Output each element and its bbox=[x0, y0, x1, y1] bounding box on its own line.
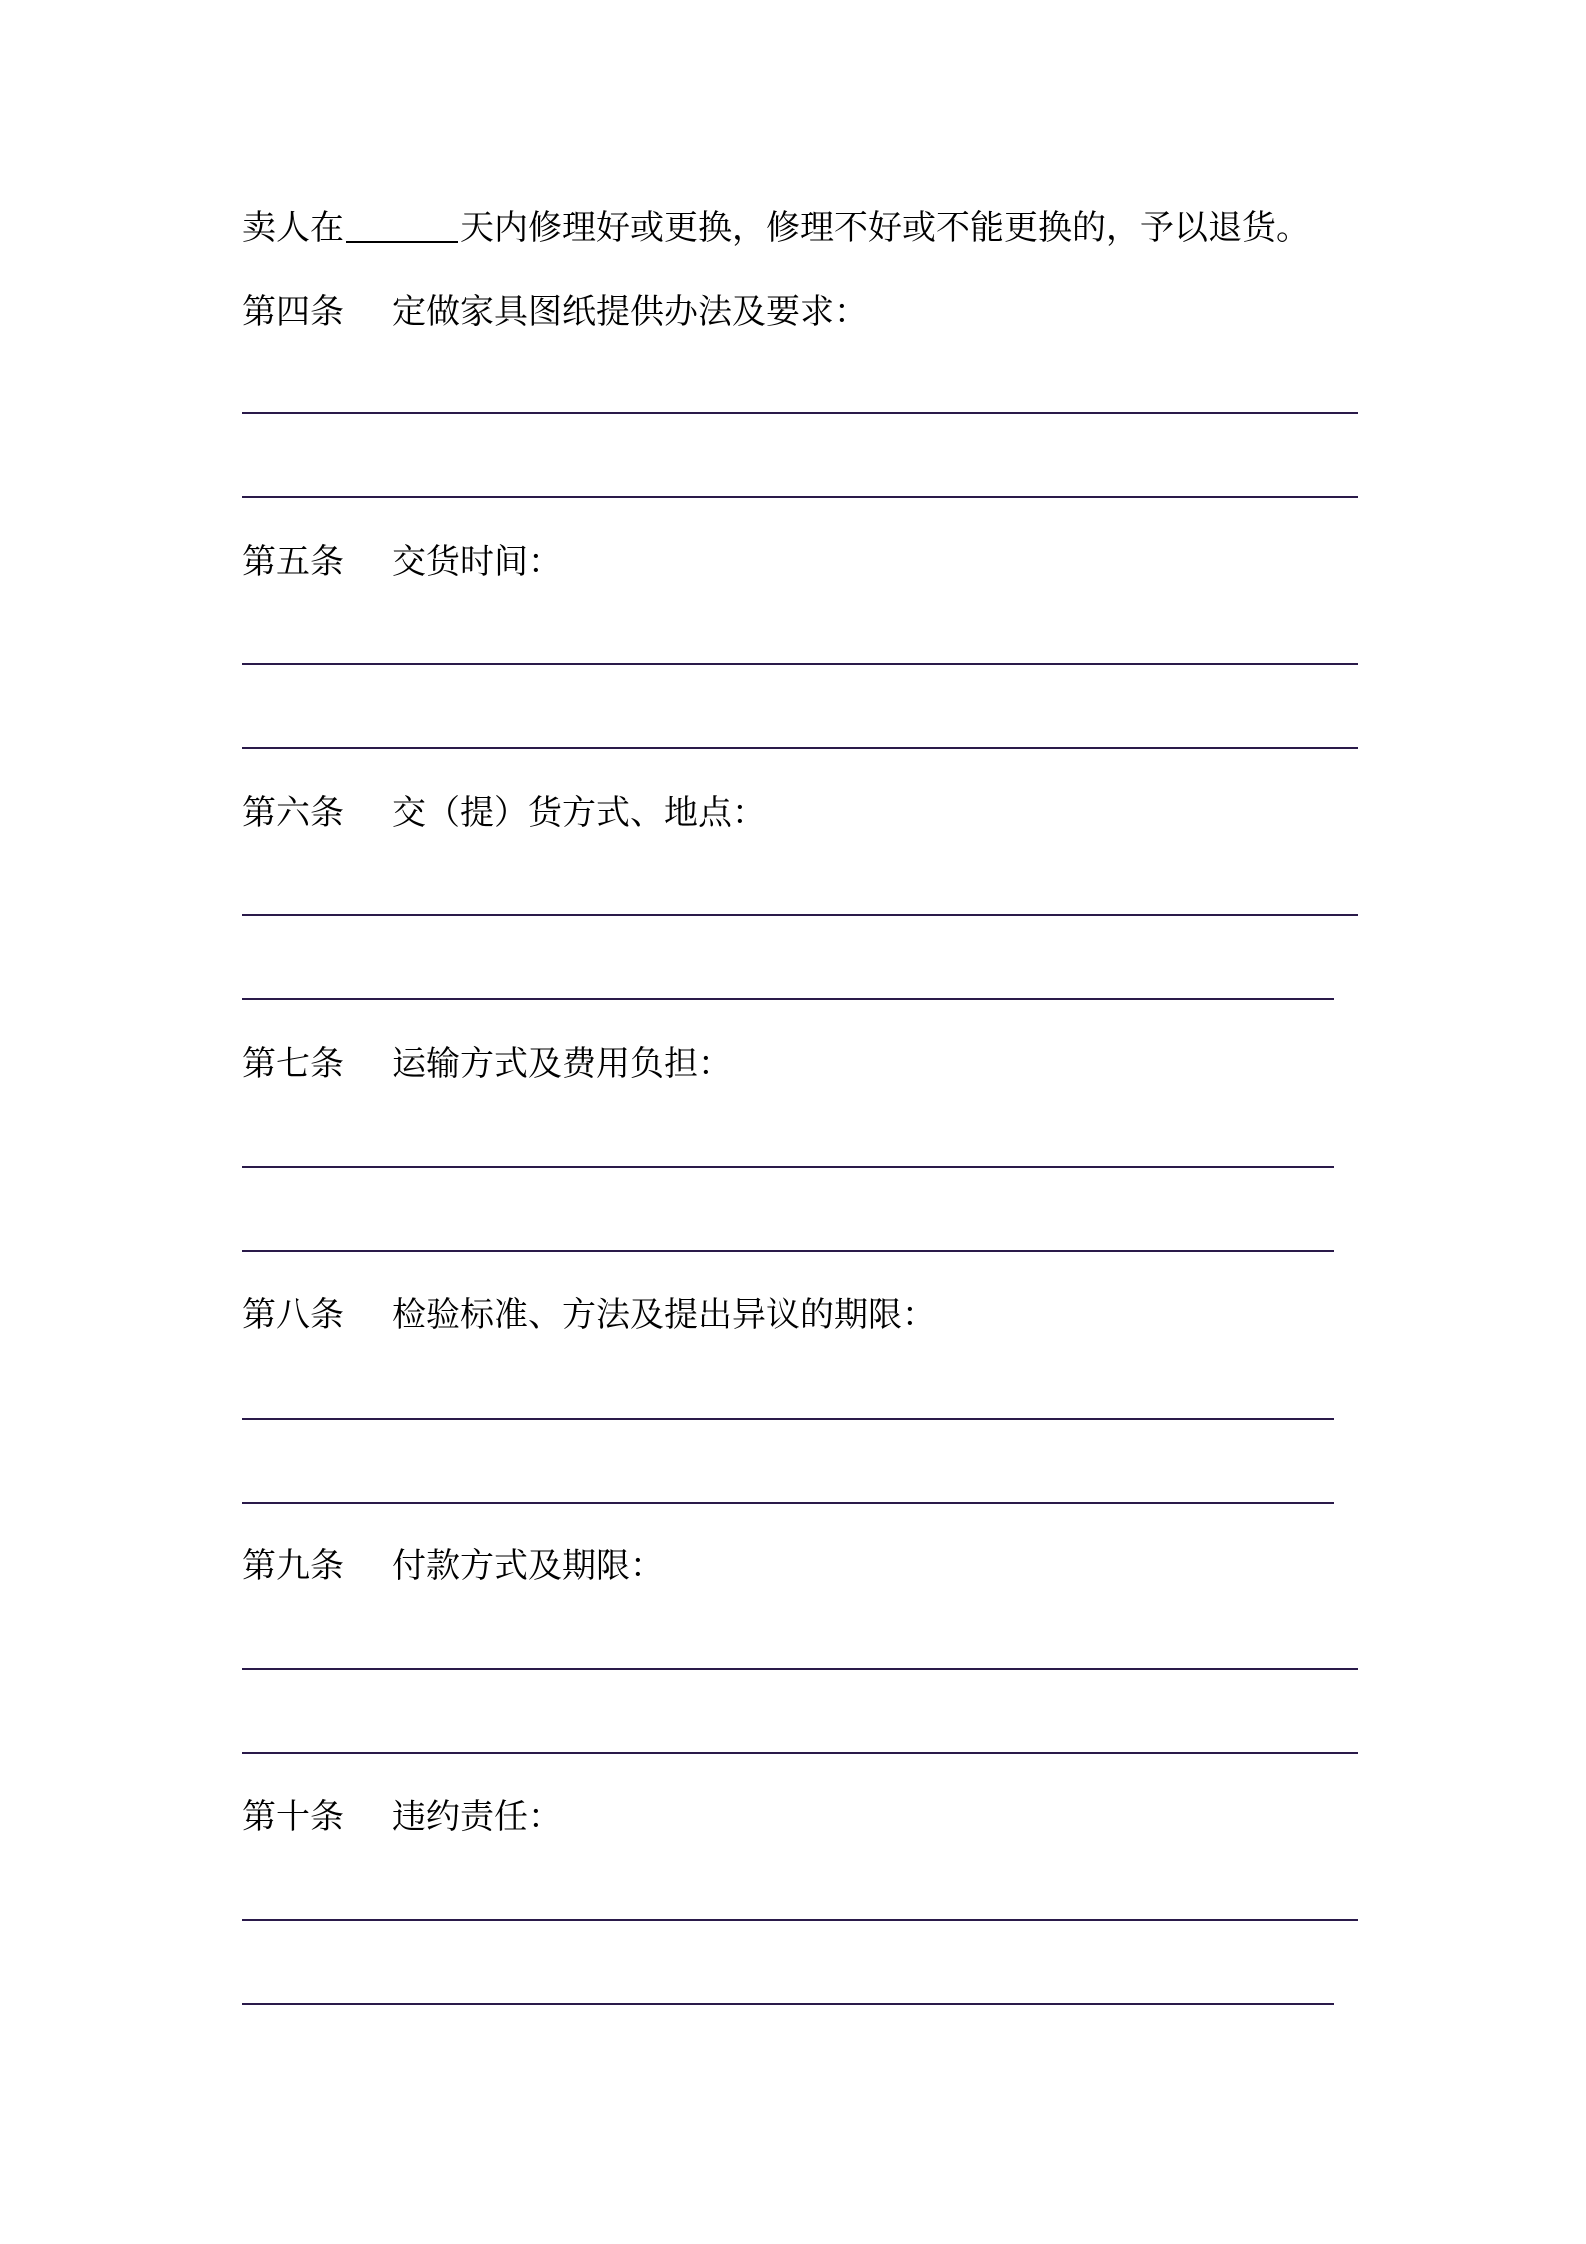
clause-10-fill-line-2[interactable] bbox=[242, 2003, 1334, 2005]
clause-8-title: 检验标准、方法及提出异议的期限： bbox=[392, 1295, 936, 1335]
clause-9-title: 付款方式及期限： bbox=[392, 1546, 664, 1586]
clause-9-number: 第九条 bbox=[242, 1546, 344, 1586]
clause-9-fill-line-1[interactable] bbox=[242, 1668, 1358, 1670]
clause-8-fill-line-2[interactable] bbox=[242, 1502, 1334, 1504]
clause-10-number: 第十条 bbox=[242, 1797, 344, 1837]
clause-5-fill-line-2[interactable] bbox=[242, 747, 1358, 749]
clause-7-number: 第七条 bbox=[242, 1044, 344, 1084]
clause-4-number: 第四条 bbox=[242, 292, 344, 332]
clause-9-fill-line-2[interactable] bbox=[242, 1752, 1358, 1754]
intro-before: 卖人在 bbox=[242, 208, 344, 248]
intro-after: 天内修理好或更换，修理不好或不能更换的，予以退货。 bbox=[460, 208, 1310, 248]
clause-4-heading bbox=[242, 290, 868, 334]
clause-4-fill-line-1[interactable] bbox=[242, 412, 1358, 414]
clause-10-heading bbox=[242, 1795, 562, 1839]
clause-4-fill-line-2[interactable] bbox=[242, 496, 1358, 498]
clause-6-title: 交（提）货方式、地点： bbox=[392, 793, 766, 833]
clause-6-fill-line-1[interactable] bbox=[242, 914, 1358, 916]
clause-8-number: 第八条 bbox=[242, 1295, 344, 1335]
clause-6-number: 第六条 bbox=[242, 793, 344, 833]
clause-8-fill-line-1[interactable] bbox=[242, 1418, 1334, 1420]
clause-5-heading bbox=[242, 540, 562, 584]
clause-6-fill-line-2[interactable] bbox=[242, 998, 1334, 1000]
clause-10-fill-line-1[interactable] bbox=[242, 1919, 1358, 1921]
clause-7-title: 运输方式及费用负担： bbox=[392, 1044, 732, 1084]
clause-7-heading bbox=[242, 1042, 732, 1086]
clause-10-title: 违约责任： bbox=[392, 1797, 562, 1837]
clause-9-heading bbox=[242, 1544, 664, 1588]
clause-4-title: 定做家具图纸提供办法及要求： bbox=[392, 292, 868, 332]
clause-5-title: 交货时间： bbox=[392, 542, 562, 582]
clause-5-fill-line-1[interactable] bbox=[242, 663, 1358, 665]
days-blank[interactable] bbox=[346, 207, 458, 243]
clause-7-fill-line-1[interactable] bbox=[242, 1166, 1334, 1168]
clause-8-heading bbox=[242, 1293, 936, 1337]
clause-6-heading bbox=[242, 791, 766, 835]
clause-7-fill-line-2[interactable] bbox=[242, 1250, 1334, 1252]
intro-line bbox=[242, 206, 1310, 250]
clause-5-number: 第五条 bbox=[242, 542, 344, 582]
